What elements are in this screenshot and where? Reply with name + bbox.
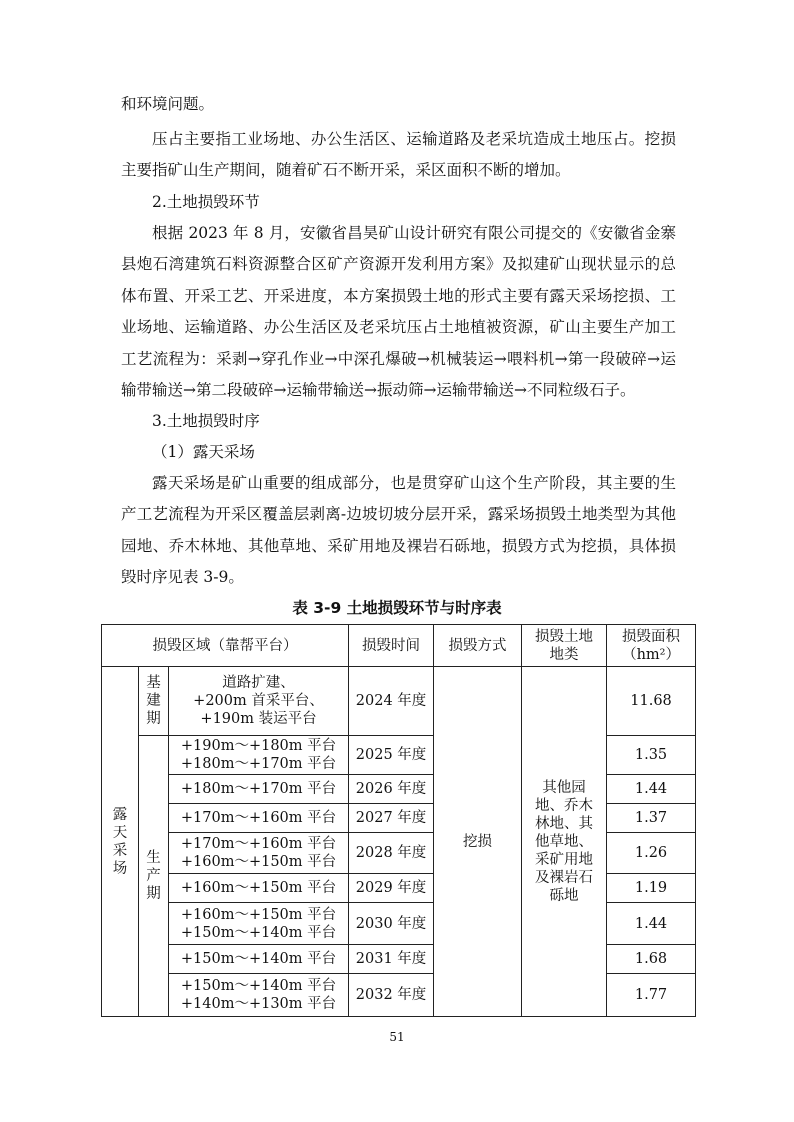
table-row: [102, 903, 696, 945]
header-size-label: 损毁面积: [622, 628, 681, 645]
platform-cell: +150m～+140m 平台: [169, 945, 349, 974]
year-cell: 2029 年度: [349, 874, 434, 903]
land-type-cell: 其他园 地、乔木 林地、其 他草地、 采矿用地 及裸岩石 砾地: [522, 667, 607, 1017]
table-row: [102, 804, 696, 833]
year-cell: 2028 年度: [349, 833, 434, 874]
year-cell: 2025 年度: [349, 736, 434, 775]
table-row: [102, 833, 696, 874]
page-number: 51: [389, 1030, 405, 1044]
table-header-row: [102, 625, 696, 667]
header-size: [607, 625, 696, 667]
platform-cell: +190m～+180m 平台 +180m～+170m 平台: [169, 736, 349, 775]
paragraph-damage-links: 根据 2023 年 8 月，安徽省昌昊矿山设计研究有限公司提交的《安徽省金寨县炮石湾建筑石料资源整合区矿产资源开发利用方案》及拟建矿山现状显示的总体布置、开采工艺、开采进度，本方案损毁土地的形式主要有露天采场挖损、工业场地、运输道路、办公生活区及老采坑压占土地植被资源，矿山主要生产加工工艺流程为：采剥→穿孔作业→中深孔爆破→机械装运→喂料机→第一段破碎→运输带输送→第二段破碎→运输带输送→振动筛→运输带输送→不同粒级石子。: [121, 224, 676, 400]
area-cell: 11.68: [607, 667, 696, 736]
header-time: 损毁时间: [349, 625, 434, 667]
table-caption: 表 3-9 土地损毁环节与时序表: [292, 599, 502, 617]
header-land-type: 损毁土地 地类: [522, 625, 607, 667]
table-row: [102, 974, 696, 1017]
table-row: [102, 775, 696, 804]
paragraph-open-pit: 露天采场是矿山重要的组成部分，也是贯穿矿山这个生产阶段，其主要的生产工艺流程为开采区覆盖层剥离-边坡切坡分层开采，露采场损毁土地类型为其他园地、乔木林地、其他草地、采矿用地及裸岩石砾地，损毁方式为挖损，具体损毁时序见表 3-9。: [121, 474, 676, 587]
area-cell: 1.68: [607, 945, 696, 974]
paragraph-occupation: 压占主要指工业场地、办公生活区、运输道路及老采坑造成土地压占。挖损主要指矿山生产期间，随着矿石不断开采，采区面积不断的增加。: [121, 130, 676, 180]
area-cell: 1.19: [607, 874, 696, 903]
platform-cell: 道路扩建、 +200m 首采平台、 +190m 装运平台: [169, 667, 349, 736]
heading-damage-links: 2.土地损毁环节: [152, 193, 260, 211]
year-cell: 2030 年度: [349, 903, 434, 945]
platform-cell: +150m～+140m 平台 +140m～+130m 平台: [169, 974, 349, 1017]
table-row: [102, 874, 696, 903]
paragraph-intro-end: 和环境问题。: [121, 95, 215, 113]
table-row: [102, 667, 696, 736]
platform-cell: +170m～+160m 平台: [169, 804, 349, 833]
area-cell: 1.37: [607, 804, 696, 833]
header-area: 损毁区域（靠帮平台）: [102, 625, 349, 667]
platform-cell: +160m～+150m 平台: [169, 874, 349, 903]
platform-cell: +170m～+160m 平台 +160m～+150m 平台: [169, 833, 349, 874]
area-cell: 1.77: [607, 974, 696, 1017]
damage-sequence-table: [101, 624, 696, 1017]
area-cell: 1.26: [607, 833, 696, 874]
area-cell: 1.44: [607, 775, 696, 804]
phase-construction: 基 建 期: [139, 667, 169, 736]
heading-open-pit: （1）露天采场: [152, 443, 255, 461]
year-cell: 2024 年度: [349, 667, 434, 736]
year-cell: 2027 年度: [349, 804, 434, 833]
method-cell: 挖损: [434, 667, 522, 1017]
year-cell: 2031 年度: [349, 945, 434, 974]
area-cell: 1.44: [607, 903, 696, 945]
heading-damage-sequence: 3.土地损毁时序: [152, 412, 260, 430]
phase-production: 生 产 期: [139, 736, 169, 1017]
year-cell: 2026 年度: [349, 775, 434, 804]
platform-cell: +180m～+170m 平台: [169, 775, 349, 804]
table-row: [102, 736, 696, 775]
platform-cell: +160m～+150m 平台 +150m～+140m 平台: [169, 903, 349, 945]
table-row: [102, 945, 696, 974]
group-open-pit: 露 天 采 场: [102, 667, 139, 1017]
year-cell: 2032 年度: [349, 974, 434, 1017]
area-cell: 1.35: [607, 736, 696, 775]
header-method: 损毁方式: [434, 625, 522, 667]
header-size-unit: （hm²）: [622, 646, 680, 663]
